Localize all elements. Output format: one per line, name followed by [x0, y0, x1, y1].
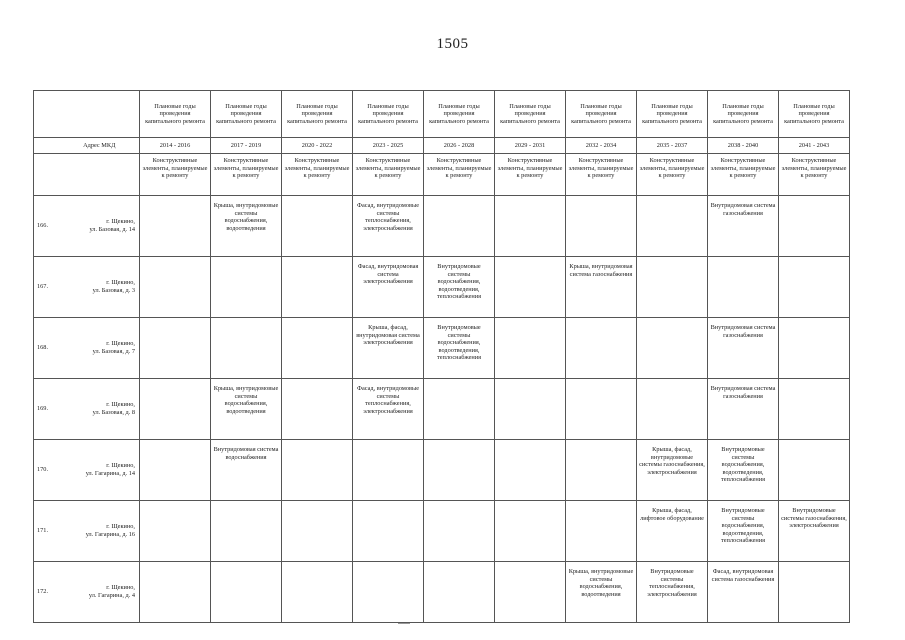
- work-cell-2017-2019: Крыша, внутридомовые системы водоснабжения, водоотведения: [211, 379, 282, 440]
- work-cell-2023-2025: Фасад, внутридомовая система электроснабжения: [353, 257, 424, 318]
- row-address: [62, 196, 140, 257]
- row-number: 168.: [34, 318, 62, 379]
- header-blank-num: [34, 154, 62, 196]
- address-city: г. Щекино,: [106, 523, 135, 531]
- work-cell-2029-2031: [495, 318, 566, 379]
- work-cell-2017-2019: [211, 562, 282, 623]
- page-number: 1505: [436, 36, 469, 52]
- address-street: ул. Базовая, д. 14: [89, 226, 135, 233]
- work-cell-2035-2037: Крыша, фасад, внутридомовые системы газоснабжения, электроснабжения: [637, 440, 708, 501]
- work-cell-2023-2025: [353, 562, 424, 623]
- header-period-5: 2026 - 2028: [424, 138, 495, 154]
- header-planned-years-7: Плановые годы проведения капитального ремонта: [566, 91, 637, 138]
- work-cell-2032-2034: [566, 318, 637, 379]
- header-elements-9: Конструктивные элементы, планируемые к ремонту: [708, 154, 779, 196]
- work-cell-2020-2022: [282, 257, 353, 318]
- address-street: ул. Базовая, д. 8: [92, 409, 135, 416]
- work-cell-2029-2031: [495, 440, 566, 501]
- work-cell-2014-2016: [140, 318, 211, 379]
- work-cell-2029-2031: [495, 257, 566, 318]
- table-row: [34, 562, 850, 623]
- work-cell-2020-2022: [282, 318, 353, 379]
- header-elements-1: Конструктивные элементы, планируемые к ремонту: [140, 154, 211, 196]
- work-cell-2023-2025: Фасад, внутридомовые системы теплоснабжения, электроснабжения: [353, 379, 424, 440]
- work-cell-2029-2031: [495, 501, 566, 562]
- row-number: 171.: [34, 501, 62, 562]
- header-elements-7: Конструктивные элементы, планируемые к ремонту: [566, 154, 637, 196]
- work-cell-2026-2028: [424, 196, 495, 257]
- work-cell-2026-2028: Внутридомовые системы водоснабжения, водоотведения, теплоснабжения: [424, 318, 495, 379]
- row-address: [62, 318, 140, 379]
- header-elements-6: Конструктивные элементы, планируемые к ремонту: [495, 154, 566, 196]
- row-number: 172.: [34, 562, 62, 623]
- work-cell-2041-2043: [779, 318, 850, 379]
- work-cell-2023-2025: Фасад, внутридомовые системы теплоснабжения, электроснабжения: [353, 196, 424, 257]
- header-period-4: 2023 - 2025: [353, 138, 424, 154]
- work-cell-2038-2040: Внутридомовая система газоснабжения: [708, 318, 779, 379]
- work-cell-2035-2037: [637, 257, 708, 318]
- header-planned-years-9: Плановые годы проведения капитального ремонта: [708, 91, 779, 138]
- address-city: г. Щекино,: [106, 279, 135, 287]
- work-cell-2041-2043: [779, 196, 850, 257]
- header-period-7: 2032 - 2034: [566, 138, 637, 154]
- table-row: [34, 440, 850, 501]
- row-number: 167.: [34, 257, 62, 318]
- header-blank-num: [34, 91, 62, 138]
- work-cell-2029-2031: [495, 196, 566, 257]
- work-cell-2029-2031: [495, 379, 566, 440]
- address-street: ул. Гагарина, д. 14: [85, 470, 135, 477]
- work-cell-2035-2037: [637, 196, 708, 257]
- row-address: [62, 379, 140, 440]
- header-planned-years-5: Плановые годы проведения капитального ремонта: [424, 91, 495, 138]
- work-cell-2026-2028: [424, 562, 495, 623]
- header-planned-years-10: Плановые годы проведения капитального ремонта: [779, 91, 850, 138]
- work-cell-2038-2040: Фасад, внутридомовая система газоснабжения: [708, 562, 779, 623]
- work-cell-2032-2034: [566, 196, 637, 257]
- work-cell-2041-2043: Внутридомовые системы газоснабжения, электроснабжения: [779, 501, 850, 562]
- work-cell-2026-2028: [424, 379, 495, 440]
- row-number: 169.: [34, 379, 62, 440]
- work-cell-2014-2016: [140, 196, 211, 257]
- work-cell-2038-2040: Внутридомовые системы водоснабжения, водоотведения, теплоснабжения: [708, 501, 779, 562]
- header-elements-8: Конструктивные элементы, планируемые к ремонту: [637, 154, 708, 196]
- work-cell-2014-2016: [140, 562, 211, 623]
- table-row: [34, 379, 850, 440]
- header-elements-10: Конструктивные элементы, планируемые к ремонту: [779, 154, 850, 196]
- address-header: Адрес МКД: [62, 138, 140, 154]
- work-cell-2020-2022: [282, 379, 353, 440]
- work-cell-2038-2040: [708, 257, 779, 318]
- work-cell-2032-2034: [566, 440, 637, 501]
- header-elements-3: Конструктивные элементы, планируемые к ремонту: [282, 154, 353, 196]
- work-cell-2023-2025: Крыша, фасад, внутридомовая система электроснабжения: [353, 318, 424, 379]
- header-elements-4: Конструктивные элементы, планируемые к ремонту: [353, 154, 424, 196]
- work-cell-2032-2034: Крыша, внутридомовые системы водоснабжения, водоотведения: [566, 562, 637, 623]
- header-blank-num: [34, 138, 62, 154]
- work-cell-2026-2028: Внутридомовые системы водоснабжения, водоотведения, теплоснабжения: [424, 257, 495, 318]
- work-cell-2014-2016: [140, 379, 211, 440]
- work-cell-2038-2040: Внутридомовая система газоснабжения: [708, 379, 779, 440]
- address-street: ул. Базовая, д. 7: [92, 348, 135, 355]
- work-cell-2020-2022: [282, 562, 353, 623]
- work-cell-2041-2043: [779, 440, 850, 501]
- scan-mark: [398, 623, 410, 624]
- header-planned-years-3: Плановые годы проведения капитального ремонта: [282, 91, 353, 138]
- address-city: г. Щекино,: [106, 584, 135, 592]
- work-cell-2014-2016: [140, 257, 211, 318]
- row-number: 170.: [34, 440, 62, 501]
- header-planned-years-2: Плановые годы проведения капитального ремонта: [211, 91, 282, 138]
- row-address: [62, 501, 140, 562]
- table-row: [34, 501, 850, 562]
- work-cell-2035-2037: Внутридомовые системы теплоснабжения, электроснабжения: [637, 562, 708, 623]
- header-elements-2: Конструктивные элементы, планируемые к ремонту: [211, 154, 282, 196]
- header-planned-years-6: Плановые годы проведения капитального ремонта: [495, 91, 566, 138]
- header-row-periods: [34, 138, 850, 154]
- work-cell-2014-2016: [140, 440, 211, 501]
- capital-repair-plan-table: [33, 90, 850, 623]
- work-cell-2014-2016: [140, 501, 211, 562]
- address-street: ул. Базовая, д. 3: [92, 287, 135, 294]
- header-period-2: 2017 - 2019: [211, 138, 282, 154]
- work-cell-2029-2031: [495, 562, 566, 623]
- work-cell-2041-2043: [779, 379, 850, 440]
- work-cell-2026-2028: [424, 501, 495, 562]
- header-period-9: 2038 - 2040: [708, 138, 779, 154]
- header-row-elements: [34, 154, 850, 196]
- header-period-1: 2014 - 2016: [140, 138, 211, 154]
- header-period-10: 2041 - 2043: [779, 138, 850, 154]
- address-city: г. Щекино,: [106, 340, 135, 348]
- address-city: г. Щекино,: [106, 218, 135, 226]
- work-cell-2017-2019: Крыша, внутридомовые системы водоснабжения, водоотведения: [211, 196, 282, 257]
- work-cell-2017-2019: [211, 257, 282, 318]
- work-cell-2017-2019: Внутридомовая система водоснабжения: [211, 440, 282, 501]
- work-cell-2035-2037: [637, 379, 708, 440]
- work-cell-2032-2034: Крыша, внутридомовая система газоснабжения: [566, 257, 637, 318]
- work-cell-2035-2037: Крыша, фасад, лифтовое оборудование: [637, 501, 708, 562]
- work-cell-2017-2019: [211, 501, 282, 562]
- address-street: ул. Гагарина, д. 16: [85, 531, 135, 538]
- row-address: [62, 440, 140, 501]
- row-address: [62, 257, 140, 318]
- work-cell-2026-2028: [424, 440, 495, 501]
- table-row: [34, 318, 850, 379]
- work-cell-2041-2043: [779, 257, 850, 318]
- header-blank-address: [62, 154, 140, 196]
- work-cell-2038-2040: Внутридомовые системы водоснабжения, водоотведения, теплоснабжения: [708, 440, 779, 501]
- address-street: ул. Гагарина, д. 4: [88, 592, 135, 599]
- header-planned-years-8: Плановые годы проведения капитального ремонта: [637, 91, 708, 138]
- work-cell-2023-2025: [353, 440, 424, 501]
- header-period-3: 2020 - 2022: [282, 138, 353, 154]
- header-planned-years-4: Плановые годы проведения капитального ремонта: [353, 91, 424, 138]
- table-row: [34, 257, 850, 318]
- row-address: [62, 562, 140, 623]
- table-row: [34, 196, 850, 257]
- work-cell-2038-2040: Внутридомовая система газоснабжения: [708, 196, 779, 257]
- work-cell-2020-2022: [282, 196, 353, 257]
- header-blank-address: [62, 91, 140, 138]
- work-cell-2020-2022: [282, 501, 353, 562]
- work-cell-2035-2037: [637, 318, 708, 379]
- header-planned-years-1: Плановые годы проведения капитального ремонта: [140, 91, 211, 138]
- header-period-8: 2035 - 2037: [637, 138, 708, 154]
- row-number: 166.: [34, 196, 62, 257]
- header-period-6: 2029 - 2031: [495, 138, 566, 154]
- work-cell-2032-2034: [566, 501, 637, 562]
- address-city: г. Щекино,: [106, 462, 135, 470]
- work-cell-2041-2043: [779, 562, 850, 623]
- address-city: г. Щекино,: [106, 401, 135, 409]
- header-elements-5: Конструктивные элементы, планируемые к ремонту: [424, 154, 495, 196]
- header-row-years-caption: [34, 91, 850, 138]
- work-cell-2032-2034: [566, 379, 637, 440]
- work-cell-2017-2019: [211, 318, 282, 379]
- work-cell-2023-2025: [353, 501, 424, 562]
- work-cell-2020-2022: [282, 440, 353, 501]
